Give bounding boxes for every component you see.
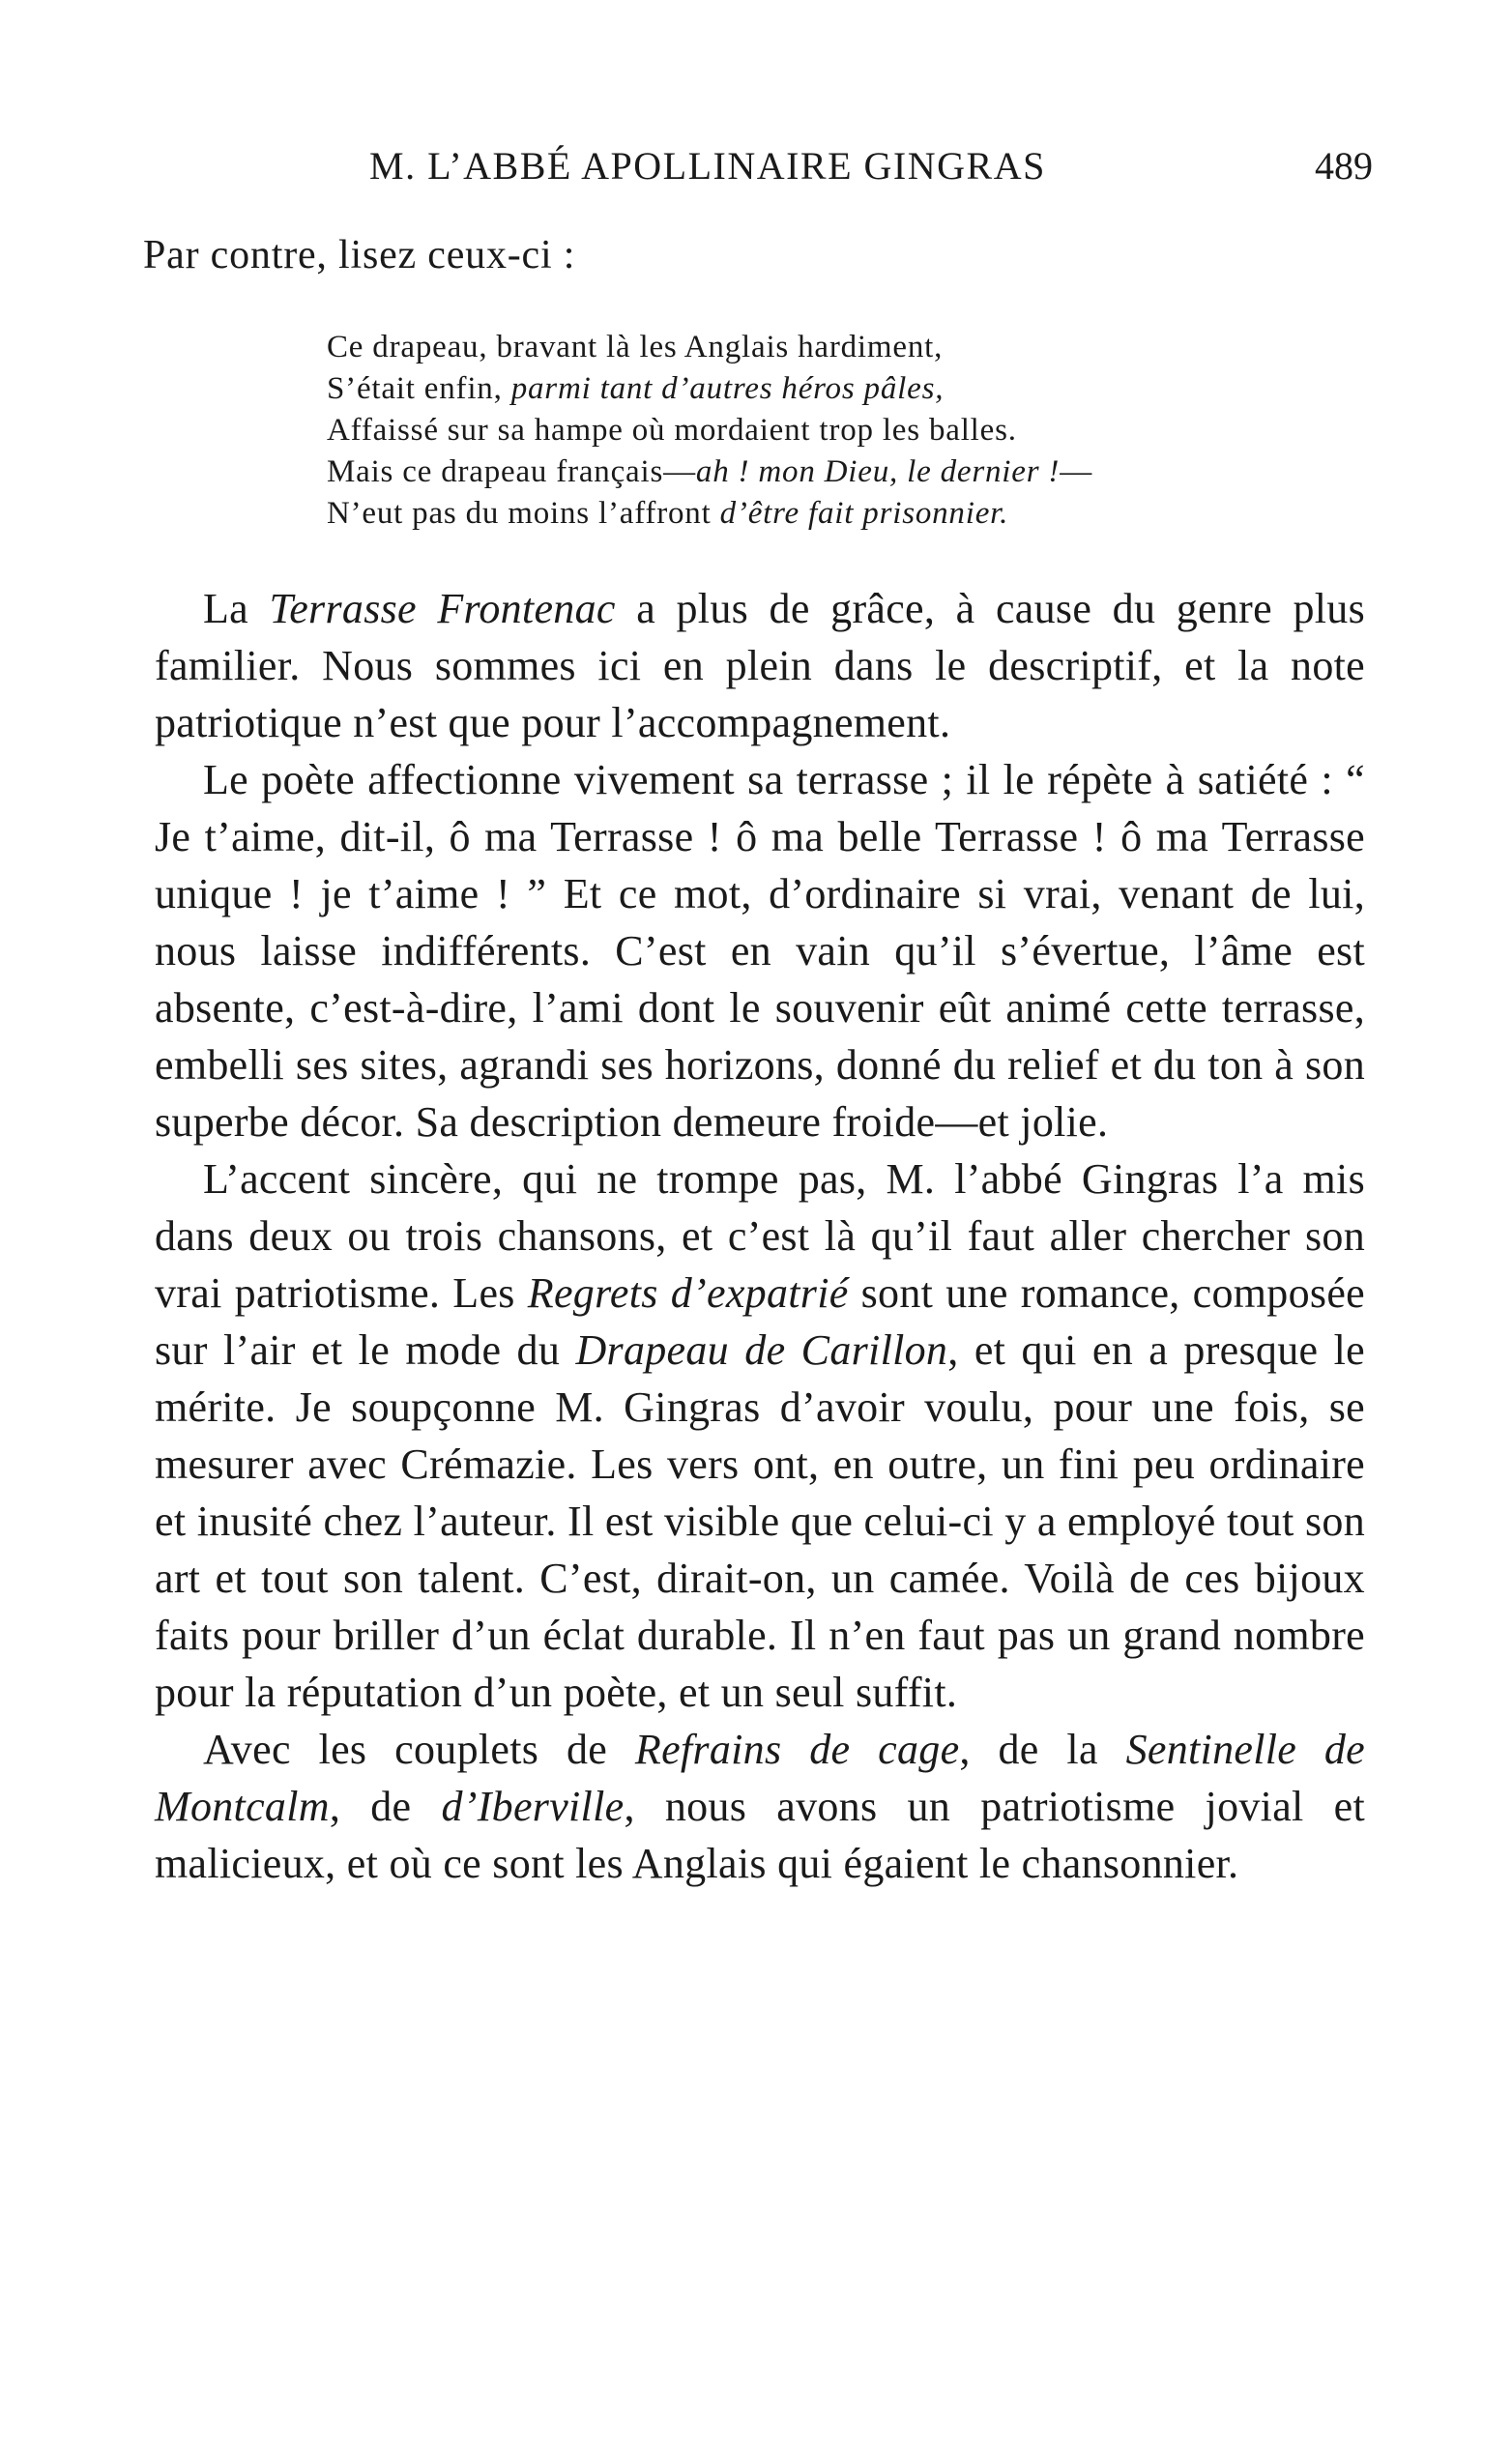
verse-quotation	[327, 327, 1092, 535]
intro-line: Par contre, lisez ceux-ci :	[143, 233, 576, 277]
paragraph-4: Avec les couplets de Refrains de cage, de la Sentinelle de Montcalm, de d’Iberville, nous avons un patriotisme jovial et malicieux, et où ce sont les Anglais qui égaient le chansonnier.	[155, 1726, 1366, 1887]
page-number: 489	[1315, 144, 1373, 188]
paragraph-3: L’accent sincère, qui ne trompe pas, M. l’abbé Gingras l’a mis dans deux ou trois chansons, et c’est là qu’il faut aller chercher son vrai patriotisme. Les Regrets d’expatrié sont une romance, composée sur l’air et le mode du Drapeau de Carillon, et qui en a presque le mérite. Je soupçonne M. Gingras d’avoir voulu, pour une fois, se mesurer avec Crémazie. Les vers ont, en outre, un fini peu ordinaire et inusité chez l’auteur. Il est visible que celui-ci y a employé tout son art et tout son talent. C’est, dirait-on, un camée. Voilà de ces bijoux faits pour briller d’un éclat durable. Il n’en faut pas un grand nombre pour la réputation d’un poète, et un seul suffit.	[155, 1155, 1365, 1716]
paragraph-2: Le poète affectionne vivement sa terrasse ; il le répète à satiété : “ Je t’aime, dit-il, ô ma Terrasse ! ô ma belle Terrasse ! ô ma Terrasse unique ! je t’aime ! ” Et ce mot, d’ordinaire si vrai, venant de lui, nous laisse indifférents. C’est en vain qu’il s’évertue, l’âme est absente, c’est-à-dire, l’ami dont le souvenir eût animé cette terrasse, embelli ses sites, agrandi ses horizons, donné du relief et du ton à son superbe décor. Sa description demeure froide—et jolie.	[155, 756, 1365, 1146]
running-title: M. L’ABBÉ APOLLINAIRE GINGRAS	[369, 144, 1046, 188]
body-text	[155, 580, 1365, 1892]
running-head	[155, 143, 1373, 201]
verse-line-3: Affaissé sur sa hampe où mordaient trop les balles.	[327, 413, 1017, 448]
verse-line-2: S’était enfin, parmi tant d’autres héros pâles,	[327, 371, 945, 406]
verse-line-1: Ce drapeau, bravant là les Anglais hardiment,	[327, 330, 944, 364]
verse-line-5: N’eut pas du moins l’affront d’être fait prisonnier.	[327, 496, 1009, 531]
paragraph-1: La Terrasse Frontenac a plus de grâce, à cause du genre plus familier. Nous sommes ici en plein dans le descriptif, et la note patriotique n’est que pour l’accompagnement.	[155, 585, 1365, 746]
verse-line-4: Mais ce drapeau français—ah ! mon Dieu, le dernier !—	[327, 454, 1092, 489]
